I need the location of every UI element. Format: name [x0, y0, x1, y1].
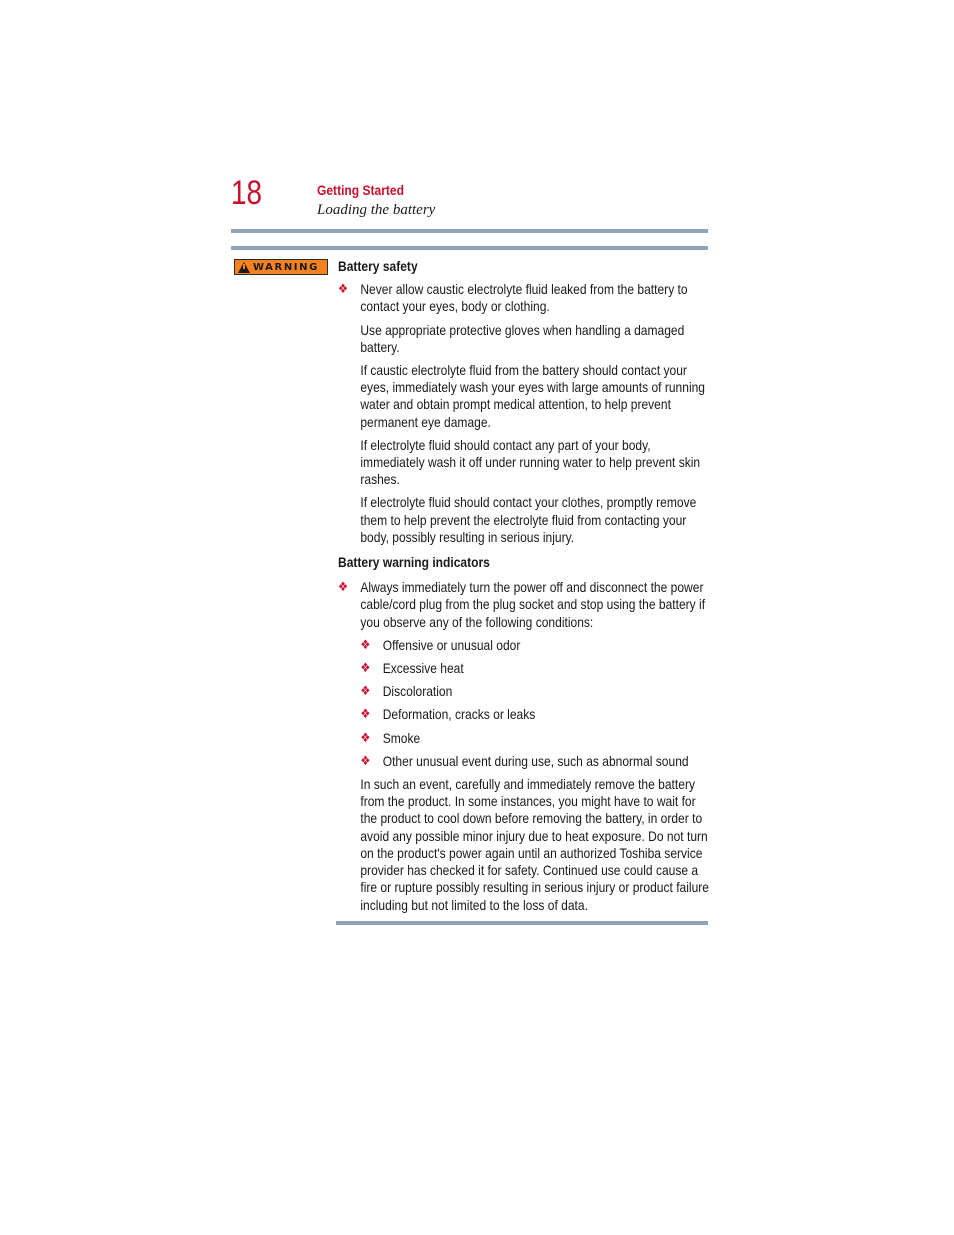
diamond-bullet-icon: ❖: [338, 580, 349, 596]
list-item: [338, 730, 710, 747]
diamond-bullet-icon: ❖: [360, 637, 371, 653]
list-item: [338, 706, 710, 723]
warning-label: WARNING: [253, 261, 319, 273]
header-rule-lower: [231, 246, 708, 250]
list-item: [338, 281, 710, 315]
warning-badge: [234, 259, 328, 275]
diamond-bullet-icon: ❖: [360, 661, 371, 677]
bullet-text: Never allow caustic electrolyte fluid leaked from the battery to contact your eyes, body or clothing.: [360, 281, 688, 315]
diamond-bullet-icon: ❖: [360, 730, 371, 746]
diamond-bullet-icon: ❖: [360, 753, 371, 769]
header-rule-upper: [231, 229, 708, 233]
section-title: Getting Started: [317, 182, 404, 198]
battery-safety-heading: Battery safety: [338, 258, 418, 274]
diamond-bullet-icon: ❖: [338, 282, 349, 298]
footer-rule: [336, 921, 708, 925]
diamond-bullet-icon: ❖: [360, 707, 371, 723]
paragraph: Use appropriate protective gloves when handling a damaged battery.: [360, 321, 685, 355]
diamond-bullet-icon: ❖: [360, 684, 371, 700]
condition-text: Offensive or unusual odor: [382, 636, 521, 653]
list-item: [338, 637, 710, 654]
condition-text: Discoloration: [382, 683, 453, 700]
condition-text: Excessive heat: [382, 660, 464, 677]
warning-content: [338, 256, 710, 914]
battery-warning-heading: Battery warning indicators: [338, 554, 490, 571]
closing-paragraph: In such an event, carefully and immediately remove the battery from the product. In some instances, you might have to wait for the product to cool down before removing the battery, in order to avoid any possible minor injury due to heat exposure. Do not turn on the product's power again until an authorized Toshiba service provider has checked it for safety. Continued use could cause a fire or rupture possibly resulting in serious injury or product failure including but not limited to the loss of data.: [360, 776, 710, 913]
subsection-title: Loading the battery: [317, 202, 436, 218]
paragraph: If caustic electrolyte fluid from the battery should contact your eyes, immediately wash your eyes with large amounts of running water and obtain prompt medical attention, to help prevent permanent eye damage.: [360, 362, 706, 430]
condensed-text-block: [338, 256, 710, 914]
condition-text: Other unusual event during use, such as abnormal sound: [382, 752, 689, 769]
list-item: [338, 683, 710, 700]
paragraph: If electrolyte fluid should contact your clothes, promptly remove them to help prevent the electrolyte fluid from contacting your body, possibly resulting in serious injury.: [360, 494, 697, 545]
condition-text: Smoke: [382, 729, 421, 746]
paragraph: If electrolyte fluid should contact any part of your body, immediately wash it off under running water to help prevent skin rashes.: [360, 436, 701, 488]
list-item: [338, 753, 710, 770]
list-item: [338, 660, 710, 677]
page-number: 18: [231, 174, 263, 212]
warning-triangle-icon: [238, 262, 250, 273]
list-item: [338, 579, 710, 631]
condition-text: Deformation, cracks or leaks: [382, 706, 536, 723]
bullet-text: Always immediately turn the power off and disconnect the power cable/cord plug from the plug socket and stop using the battery if you observe any of the following conditions:: [360, 579, 706, 630]
